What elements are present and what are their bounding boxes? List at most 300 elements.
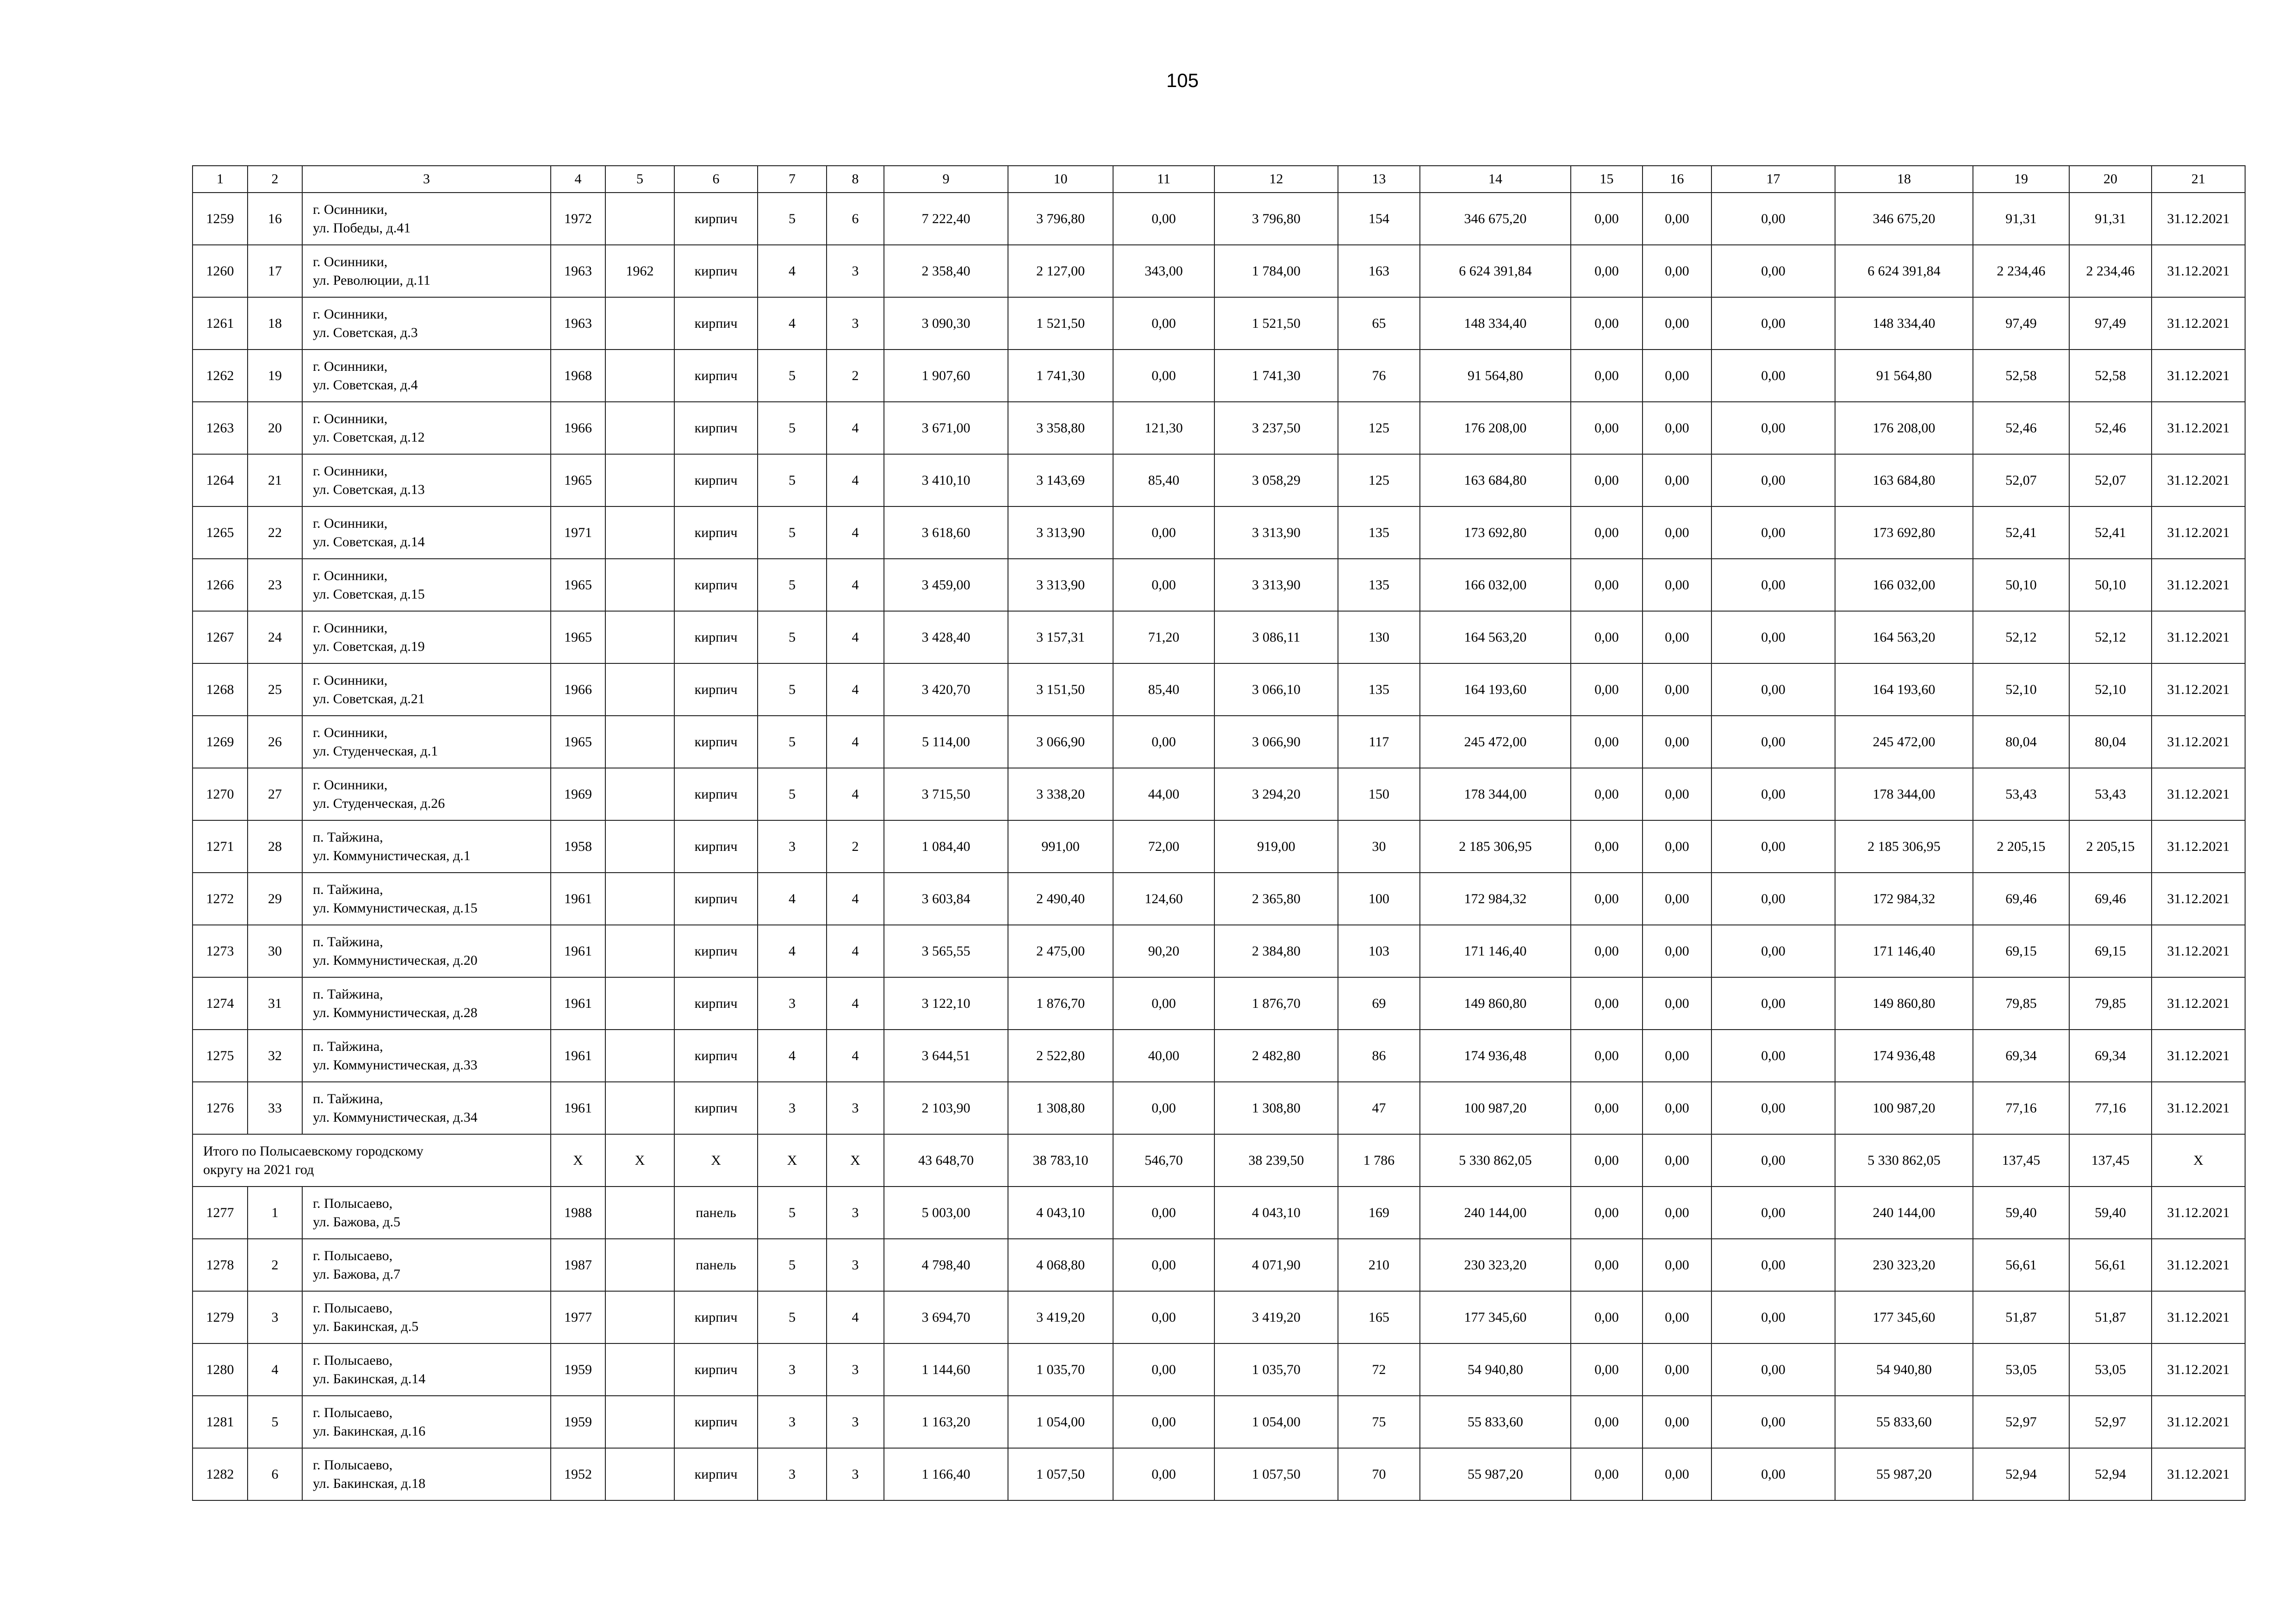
table-cell: 0,00: [1643, 506, 1711, 559]
table-cell: 3: [758, 820, 827, 873]
table-cell: 0,00: [1643, 350, 1711, 402]
table-cell: 135: [1338, 663, 1420, 716]
table-row: [193, 350, 2245, 402]
table-cell: 5 003,00: [884, 1187, 1008, 1239]
table-cell: 0,00: [1711, 1343, 1835, 1396]
table-cell: 245 472,00: [1835, 716, 1973, 768]
table-cell: 5: [248, 1396, 302, 1448]
table-cell: 0,00: [1643, 1187, 1711, 1239]
table-cell: 6 624 391,84: [1420, 245, 1571, 297]
table-cell: 5: [758, 350, 827, 402]
table-cell: 1 308,80: [1214, 1082, 1338, 1134]
table-cell: 1259: [193, 193, 248, 245]
table-cell: 0,00: [1113, 716, 1214, 768]
table-cell: 0,00: [1643, 193, 1711, 245]
table-cell: [605, 611, 674, 663]
table-cell: 3 313,90: [1214, 559, 1338, 611]
address-line: г. Осинники,: [313, 568, 388, 583]
table-cell: 0,00: [1643, 559, 1711, 611]
table-cell: 343,00: [1113, 245, 1214, 297]
table-cell: 1961: [551, 1030, 605, 1082]
table-cell: 0,00: [1113, 1448, 1214, 1500]
table-cell: 31.12.2021: [2152, 297, 2245, 350]
table-cell: 85,40: [1113, 454, 1214, 506]
table-cell: 1961: [551, 873, 605, 925]
table-cell: 3: [827, 1448, 884, 1500]
table-cell: 72: [1338, 1343, 1420, 1396]
table-cell: 59,40: [2069, 1187, 2152, 1239]
table-cell: 164 193,60: [1420, 663, 1571, 716]
table-cell: 1278: [193, 1239, 248, 1291]
table-cell: 52,12: [1973, 611, 2069, 663]
table-cell: 2 103,90: [884, 1082, 1008, 1134]
table-cell: 3: [827, 1396, 884, 1448]
table-cell: 0,00: [1113, 350, 1214, 402]
address-line: г. Полысаево,: [313, 1248, 393, 1263]
table-cell: 3: [827, 1187, 884, 1239]
column-header: 16: [1643, 166, 1711, 193]
column-header: 4: [551, 166, 605, 193]
table-cell: 1280: [193, 1343, 248, 1396]
address-cell: [302, 768, 551, 820]
table-cell: 0,00: [1643, 611, 1711, 663]
address-cell: [302, 402, 551, 454]
table-cell: 53,43: [2069, 768, 2152, 820]
table-cell: 1 784,00: [1214, 245, 1338, 297]
table-cell: 0,00: [1113, 297, 1214, 350]
address-line: г. Осинники,: [313, 463, 388, 479]
table-cell: 0,00: [1711, 820, 1835, 873]
address-cell: [302, 716, 551, 768]
table-cell: 31.12.2021: [2152, 559, 2245, 611]
total-cell: X: [2152, 1134, 2245, 1187]
table-cell: [605, 1187, 674, 1239]
table-cell: 52,12: [2069, 611, 2152, 663]
table-cell: 0,00: [1711, 1239, 1835, 1291]
table-cell: 100 987,20: [1420, 1082, 1571, 1134]
table-cell: 0,00: [1643, 1396, 1711, 1448]
column-header: 9: [884, 166, 1008, 193]
table-cell: кирпич: [674, 1291, 758, 1343]
table-cell: 5: [758, 506, 827, 559]
table-cell: [605, 1448, 674, 1500]
address-line: ул. Студенческая, д.26: [313, 795, 445, 811]
table-cell: [605, 1291, 674, 1343]
table-cell: 0,00: [1571, 925, 1643, 977]
table-cell: 1 166,40: [884, 1448, 1008, 1500]
table-cell: 30: [1338, 820, 1420, 873]
table-cell: 4: [758, 297, 827, 350]
table-cell: 230 323,20: [1420, 1239, 1571, 1291]
table-cell: 31.12.2021: [2152, 350, 2245, 402]
table-cell: 5: [758, 454, 827, 506]
table-row: [193, 193, 2245, 245]
table-cell: 1971: [551, 506, 605, 559]
table-cell: 72,00: [1113, 820, 1214, 873]
table-cell: 0,00: [1571, 1239, 1643, 1291]
housing-table: [192, 165, 2246, 1501]
table-cell: 52,46: [1973, 402, 2069, 454]
column-header: 3: [302, 166, 551, 193]
table-cell: 3 420,70: [884, 663, 1008, 716]
table-cell: 0,00: [1643, 663, 1711, 716]
table-cell: 3 294,20: [1214, 768, 1338, 820]
table-cell: 177 345,60: [1420, 1291, 1571, 1343]
table-cell: 0,00: [1113, 977, 1214, 1030]
total-cell: X: [674, 1134, 758, 1187]
table-cell: 0,00: [1571, 1343, 1643, 1396]
table-cell: 52,07: [2069, 454, 2152, 506]
table-cell: 2 475,00: [1008, 925, 1113, 977]
table-cell: 31.12.2021: [2152, 1343, 2245, 1396]
table-cell: 5: [758, 559, 827, 611]
table-cell: 3 157,31: [1008, 611, 1113, 663]
table-cell: 4: [827, 506, 884, 559]
table-cell: 177 345,60: [1835, 1291, 1973, 1343]
table-cell: 0,00: [1113, 506, 1214, 559]
table-cell: 3 338,20: [1008, 768, 1113, 820]
table-cell: 23: [248, 559, 302, 611]
table-cell: 1965: [551, 716, 605, 768]
table-cell: 148 334,40: [1835, 297, 1973, 350]
table-cell: 3: [827, 1239, 884, 1291]
table-row: [193, 873, 2245, 925]
table-cell: [605, 977, 674, 1030]
table-cell: 4 798,40: [884, 1239, 1008, 1291]
address-line: ул. Советская, д.4: [313, 377, 418, 393]
table-cell: кирпич: [674, 925, 758, 977]
total-label: [193, 1134, 551, 1187]
address-line: г. Осинники,: [313, 620, 388, 636]
table-cell: 31.12.2021: [2152, 663, 2245, 716]
table-cell: 1966: [551, 402, 605, 454]
table-cell: 31.12.2021: [2152, 925, 2245, 977]
table-cell: 0,00: [1113, 1343, 1214, 1396]
table-cell: 163 684,80: [1835, 454, 1973, 506]
address-cell: [302, 245, 551, 297]
address-line: г. Полысаево,: [313, 1405, 393, 1420]
address-line: ул. Коммунистическая, д.33: [313, 1057, 478, 1073]
column-header: 21: [2152, 166, 2245, 193]
address-cell: [302, 663, 551, 716]
table-cell: 18: [248, 297, 302, 350]
table-cell: 1972: [551, 193, 605, 245]
table-cell: 4: [827, 559, 884, 611]
table-cell: 0,00: [1711, 1291, 1835, 1343]
table-cell: 56,61: [2069, 1239, 2152, 1291]
table-cell: 31.12.2021: [2152, 245, 2245, 297]
table-cell: 2 490,40: [1008, 873, 1113, 925]
address-cell: [302, 1239, 551, 1291]
table-cell: 31.12.2021: [2152, 454, 2245, 506]
table-cell: 169: [1338, 1187, 1420, 1239]
table-cell: 17: [248, 245, 302, 297]
column-header: 14: [1420, 166, 1571, 193]
table-cell: 52,07: [1973, 454, 2069, 506]
table-cell: 3 796,80: [1008, 193, 1113, 245]
table-cell: 3 122,10: [884, 977, 1008, 1030]
column-header: 20: [2069, 166, 2152, 193]
table-cell: [605, 454, 674, 506]
table-cell: 1966: [551, 663, 605, 716]
table-cell: 55 987,20: [1835, 1448, 1973, 1500]
address-line: г. Осинники,: [313, 777, 388, 793]
table-cell: 1262: [193, 350, 248, 402]
table-row: [193, 402, 2245, 454]
table-cell: 245 472,00: [1420, 716, 1571, 768]
table-cell: 3 410,10: [884, 454, 1008, 506]
table-cell: 346 675,20: [1835, 193, 1973, 245]
table-cell: 2 185 306,95: [1835, 820, 1973, 873]
table-cell: 2 482,80: [1214, 1030, 1338, 1082]
table-cell: 0,00: [1711, 193, 1835, 245]
column-header: 19: [1973, 166, 2069, 193]
column-header: 12: [1214, 166, 1338, 193]
table-cell: [605, 925, 674, 977]
table-cell: 69: [1338, 977, 1420, 1030]
table-cell: 97,49: [2069, 297, 2152, 350]
table-cell: 53,05: [2069, 1343, 2152, 1396]
table-cell: 53,05: [1973, 1343, 2069, 1396]
table-cell: 4: [758, 873, 827, 925]
table-cell: 25: [248, 663, 302, 716]
table-cell: 0,00: [1711, 1396, 1835, 1448]
table-cell: [605, 1030, 674, 1082]
table-cell: 3 603,84: [884, 873, 1008, 925]
table-cell: 0,00: [1711, 1030, 1835, 1082]
table-cell: 0,00: [1571, 1291, 1643, 1343]
table-cell: 47: [1338, 1082, 1420, 1134]
address-line: ул. Студенческая, д.1: [313, 743, 438, 759]
table-cell: 0,00: [1643, 925, 1711, 977]
table-cell: 3 618,60: [884, 506, 1008, 559]
table-cell: 52,97: [1973, 1396, 2069, 1448]
table-cell: 31.12.2021: [2152, 1291, 2245, 1343]
address-cell: [302, 506, 551, 559]
table-cell: 28: [248, 820, 302, 873]
table-cell: 1263: [193, 402, 248, 454]
table-cell: 1987: [551, 1239, 605, 1291]
address-cell: [302, 925, 551, 977]
table-cell: 0,00: [1571, 350, 1643, 402]
address-line: ул. Победы, д.41: [313, 220, 411, 236]
table-cell: 1961: [551, 925, 605, 977]
table-cell: 2 234,46: [1973, 245, 2069, 297]
table-row: [193, 716, 2245, 768]
table-cell: 3 419,20: [1214, 1291, 1338, 1343]
total-cell: 43 648,70: [884, 1134, 1008, 1187]
table-row: [193, 977, 2245, 1030]
table-cell: 0,00: [1711, 297, 1835, 350]
table-cell: 1271: [193, 820, 248, 873]
table-cell: 5 114,00: [884, 716, 1008, 768]
table-cell: 124,60: [1113, 873, 1214, 925]
table-cell: 1274: [193, 977, 248, 1030]
table-cell: 125: [1338, 454, 1420, 506]
table-cell: 59,40: [1973, 1187, 2069, 1239]
table-cell: 52,97: [2069, 1396, 2152, 1448]
table-cell: 166 032,00: [1835, 559, 1973, 611]
table-row: [193, 611, 2245, 663]
header-row: [193, 166, 2245, 193]
table-cell: [605, 1343, 674, 1396]
address-line: г. Осинники,: [313, 306, 388, 322]
table-cell: 0,00: [1571, 611, 1643, 663]
table-cell: 4: [827, 977, 884, 1030]
table-cell: 240 144,00: [1420, 1187, 1571, 1239]
table-cell: 1 035,70: [1214, 1343, 1338, 1396]
table-cell: 1275: [193, 1030, 248, 1082]
table-cell: 0,00: [1571, 873, 1643, 925]
table-cell: 52,41: [1973, 506, 2069, 559]
table-cell: 2: [248, 1239, 302, 1291]
table-cell: 171 146,40: [1835, 925, 1973, 977]
table-cell: 0,00: [1643, 402, 1711, 454]
table-cell: 69,46: [2069, 873, 2152, 925]
table-cell: 91 564,80: [1420, 350, 1571, 402]
table-cell: 4: [827, 768, 884, 820]
table-cell: 5: [758, 1239, 827, 1291]
table-cell: 1267: [193, 611, 248, 663]
address-line: ул. Бакинская, д.18: [313, 1475, 426, 1491]
table-cell: 6 624 391,84: [1835, 245, 1973, 297]
table-cell: 4: [248, 1343, 302, 1396]
address-line: ул. Коммунистическая, д.34: [313, 1109, 478, 1125]
total-cell: 38 783,10: [1008, 1134, 1113, 1187]
table-cell: 0,00: [1643, 820, 1711, 873]
address-line: ул. Советская, д.14: [313, 534, 425, 550]
table-cell: [605, 820, 674, 873]
table-cell: 172 984,32: [1420, 873, 1571, 925]
table-cell: 117: [1338, 716, 1420, 768]
table-cell: 69,34: [2069, 1030, 2152, 1082]
table-cell: кирпич: [674, 716, 758, 768]
table-cell: 3: [827, 1343, 884, 1396]
table-cell: 3 313,90: [1008, 559, 1113, 611]
table-cell: кирпич: [674, 506, 758, 559]
table-cell: 1270: [193, 768, 248, 820]
table-cell: 1 163,20: [884, 1396, 1008, 1448]
table-cell: 0,00: [1711, 925, 1835, 977]
table-cell: 0,00: [1643, 1291, 1711, 1343]
table-cell: кирпич: [674, 350, 758, 402]
address-line: г. Осинники,: [313, 254, 388, 269]
table-cell: 31.12.2021: [2152, 1082, 2245, 1134]
address-cell: [302, 1396, 551, 1448]
table-cell: 29: [248, 873, 302, 925]
table-cell: 70: [1338, 1448, 1420, 1500]
address-cell: [302, 559, 551, 611]
total-cell: 137,45: [2069, 1134, 2152, 1187]
table-cell: 100 987,20: [1835, 1082, 1973, 1134]
table-cell: 31.12.2021: [2152, 506, 2245, 559]
address-cell: [302, 1448, 551, 1500]
table-cell: 0,00: [1113, 559, 1214, 611]
table-cell: 174 936,48: [1420, 1030, 1571, 1082]
table-cell: 1266: [193, 559, 248, 611]
table-row: [193, 1082, 2245, 1134]
table-cell: 2 365,80: [1214, 873, 1338, 925]
address-line: ул. Бакинская, д.16: [313, 1423, 426, 1439]
table-cell: 3 237,50: [1214, 402, 1338, 454]
total-cell: 546,70: [1113, 1134, 1214, 1187]
table-cell: 0,00: [1711, 873, 1835, 925]
table-cell: 1961: [551, 1082, 605, 1134]
address-line: ул. Коммунистическая, д.1: [313, 848, 471, 863]
column-header: 10: [1008, 166, 1113, 193]
table-cell: 80,04: [1973, 716, 2069, 768]
table-cell: 3 066,90: [1008, 716, 1113, 768]
table-cell: 0,00: [1571, 193, 1643, 245]
table-cell: 173 692,80: [1420, 506, 1571, 559]
table-cell: 0,00: [1113, 1187, 1214, 1239]
table-cell: 1 876,70: [1214, 977, 1338, 1030]
table-cell: 31.12.2021: [2152, 716, 2245, 768]
table-cell: 31.12.2021: [2152, 873, 2245, 925]
table-cell: 56,61: [1973, 1239, 2069, 1291]
table-cell: 173 692,80: [1835, 506, 1973, 559]
table-cell: 0,00: [1571, 1448, 1643, 1500]
table-cell: кирпич: [674, 193, 758, 245]
table-cell: кирпич: [674, 454, 758, 506]
table-cell: 0,00: [1711, 611, 1835, 663]
table-cell: 51,87: [2069, 1291, 2152, 1343]
table-cell: 31.12.2021: [2152, 193, 2245, 245]
table-cell: 103: [1338, 925, 1420, 977]
table-cell: 3 715,50: [884, 768, 1008, 820]
address-line: ул. Бакинская, д.14: [313, 1371, 426, 1387]
table-cell: 2: [827, 350, 884, 402]
table-cell: 4: [827, 611, 884, 663]
table-cell: 0,00: [1571, 1396, 1643, 1448]
table-cell: 31.12.2021: [2152, 1448, 2245, 1500]
table-cell: 65: [1338, 297, 1420, 350]
table-cell: 1988: [551, 1187, 605, 1239]
table-cell: 0,00: [1571, 1082, 1643, 1134]
table-cell: 3 313,90: [1214, 506, 1338, 559]
table-cell: 1277: [193, 1187, 248, 1239]
table-cell: 31.12.2021: [2152, 1239, 2245, 1291]
address-line: г. Полысаево,: [313, 1352, 393, 1368]
table-cell: 0,00: [1643, 1082, 1711, 1134]
table-cell: 3: [758, 1448, 827, 1500]
table-cell: 1281: [193, 1396, 248, 1448]
address-line: ул. Коммунистическая, д.28: [313, 1005, 478, 1020]
table-cell: 0,00: [1643, 454, 1711, 506]
table-cell: 44,00: [1113, 768, 1214, 820]
table-cell: 1969: [551, 768, 605, 820]
table-cell: 4: [827, 663, 884, 716]
table-cell: 0,00: [1643, 1239, 1711, 1291]
table-cell: 91,31: [1973, 193, 2069, 245]
table-cell: 22: [248, 506, 302, 559]
table-cell: 4 071,90: [1214, 1239, 1338, 1291]
table-cell: 4: [827, 454, 884, 506]
table-cell: 3: [758, 977, 827, 1030]
address-line: г. Осинники,: [313, 725, 388, 740]
table-row: [193, 454, 2245, 506]
table-cell: 31.12.2021: [2152, 611, 2245, 663]
address-line: г. Полысаево,: [313, 1195, 393, 1211]
table-cell: 1265: [193, 506, 248, 559]
table-cell: 90,20: [1113, 925, 1214, 977]
table-cell: 0,00: [1711, 245, 1835, 297]
table-cell: 5: [758, 663, 827, 716]
table-cell: 2 185 306,95: [1420, 820, 1571, 873]
table-cell: 0,00: [1113, 1239, 1214, 1291]
table-cell: 86: [1338, 1030, 1420, 1082]
table-cell: 125: [1338, 402, 1420, 454]
